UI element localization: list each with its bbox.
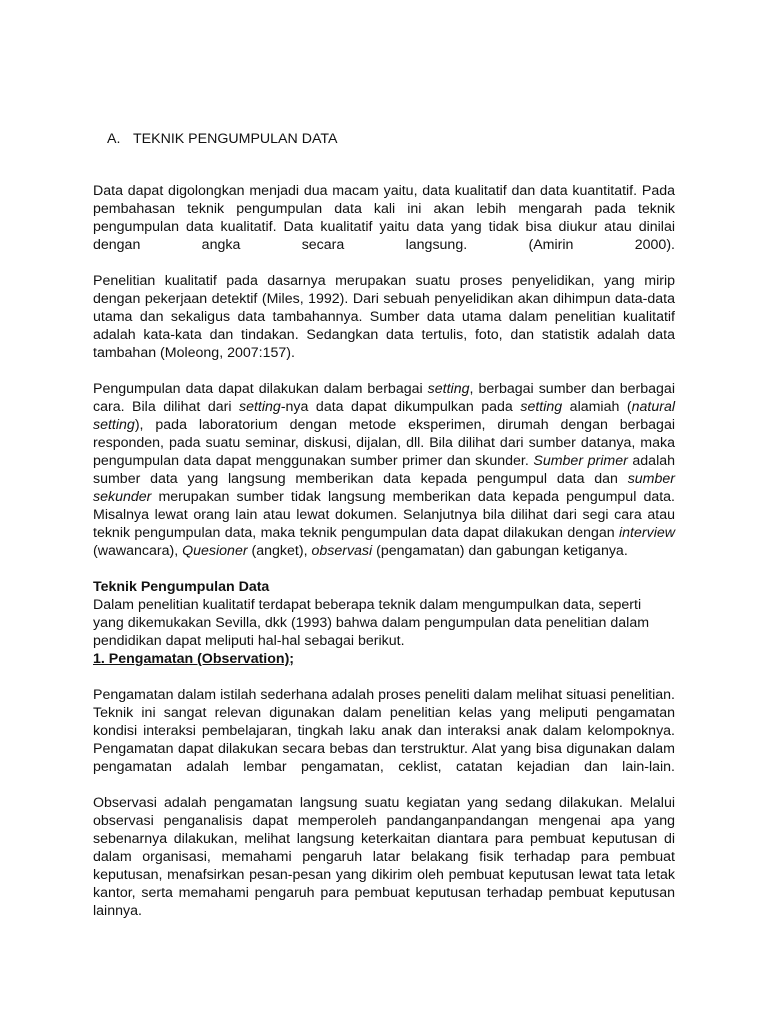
document-body (93, 182, 675, 920)
paragraph-data-types: Data dapat digolongkan menjadi dua macam yaitu, data kualitatif dan data kuantitatif. Pada pembahasan teknik pengumpulan data kali ini akan lebih mengarah pada teknik pengumpulan data kualitatif. Data kualitatif yaitu data yang tidak bisa diukur atau dinilai dengan angka secara langsung. (Amirin 2000). (93, 183, 675, 253)
section-heading (107, 130, 337, 148)
sub-heading-techniques: Teknik Pengumpulan Data (93, 579, 270, 595)
section-number: A. (107, 131, 121, 147)
section-title: TEKNIK PENGUMPULAN DATA (133, 131, 338, 147)
paragraph-data-collection: Pengumpulan data dapat dilakukan dalam berbagai setting, berbagai sumber dan berbagai cara. Bila dilihat dari setting-nya data dapat dikumpulkan pada setting alamiah (natural setting), pada laboratorium dengan metode eksperimen, dirumah dengan berbagai responden, pada suatu seminar, diskusi, dijalan, dll. Bila dilihat dari sumber datanya, maka pengumpulan data dapat menggunakan sumber primer dan skunder. Sumber primer adalah sumber data yang langsung memberikan data kepada pengumpul data dan sumber sekunder merupakan sumber tidak langsung memberikan data kepada pengumpul data. Misalnya lewat orang lain atau lewat dokumen. Selanjutnya bila dilihat dari segi cara atau teknik pengumpulan data, maka teknik pengumpulan data dapat dilakukan dengan interview (wawancara), Quesioner (angket), observasi (pengamatan) dan gabungan ketiganya. (93, 381, 675, 559)
paragraph-observation-definition: Pengamatan dalam istilah sederhana adalah proses peneliti dalam melihat situasi penelitian. Teknik ini sangat relevan digunakan dalam penelitian kelas yang meliputi pengamatan kondisi interaksi pembelajaran, tingkah laku anak dan interaksi anak dalam kelompoknya. Pengamatan dapat dilakukan secara bebas dan terstruktur. Alat yang bisa digunakan dalam pengamatan adalah lembar pengamatan, ceklist, catatan kejadian dan lain-lain. (93, 687, 675, 775)
paragraph-qualitative-research: Penelitian kualitatif pada dasarnya merupakan suatu proses penyelidikan, yang mirip dengan pekerjaan detektif (Miles, 1992). Dari sebuah penyelidikan akan dihimpun data-data utama dan sekaligus data tambahannya. Sumber data utama dalam penelitian kualitatif adalah kata-kata dan tindakan. Sedangkan data tertulis, foto, dan statistik adalah data tambahan (Moleong, 2007:157). (93, 273, 675, 361)
paragraph-techniques-intro: Dalam penelitian kualitatif terdapat beberapa teknik dalam mengumpulkan data, seperti yang dikemukakan Sevilla, dkk (1993) bahwa dalam pengumpulan data penelitian dalam pendidikan dapat meliputi hal-hal sebagai berikut. (93, 597, 650, 649)
paragraph-observation-detail: Observasi adalah pengamatan langsung suatu kegiatan yang sedang dilakukan. Melalui observasi penganalisis dapat memperoleh pandanganpandangan mengenai apa yang sebenarnya dilakukan, melihat langsung keterkaitan diantara para pembuat keputusan di dalam organisasi, memahami pengaruh latar belakang fisik terhadap para pembuat keputusan, menafsirkan pesan-pesan yang dikirim oleh pembuat keputusan lewat tata letak kantor, serta memahami pengaruh para pembuat keputusan terhadap pembuat keputusan lainnya. (93, 795, 675, 919)
item-heading-observation: 1. Pengamatan (Observation); (93, 651, 295, 667)
